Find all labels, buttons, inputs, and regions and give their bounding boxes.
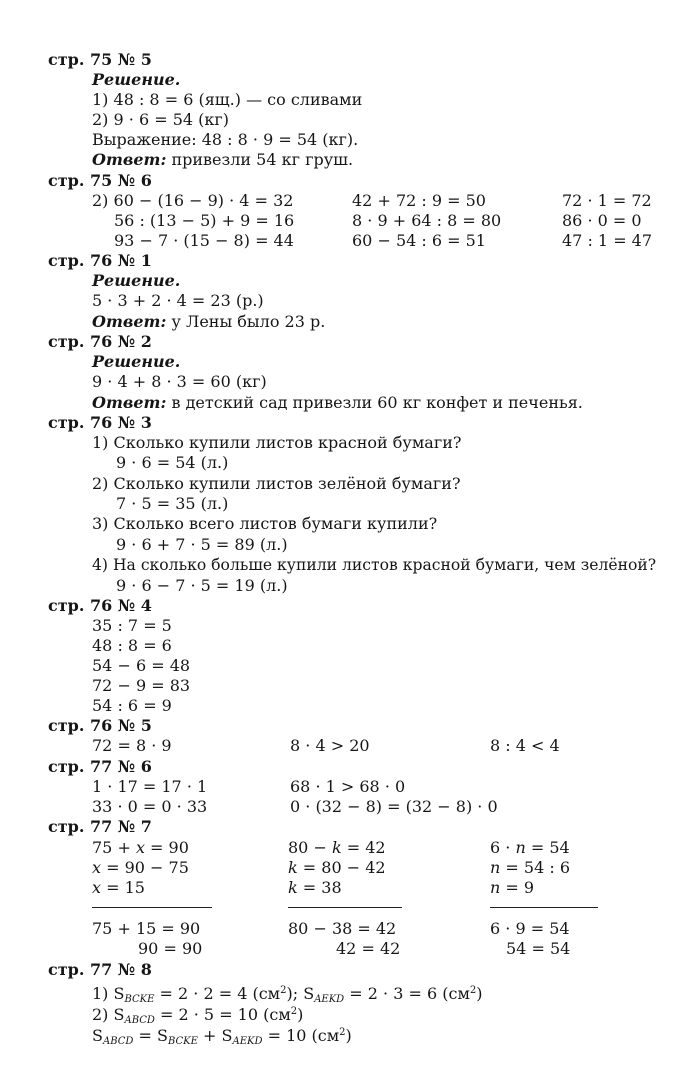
section-header-77-7: стр. 77 № 7	[48, 817, 152, 836]
solution-label: Решение.	[92, 70, 181, 89]
answer-line	[92, 150, 353, 170]
comparison-1: 1 · 17 = 17 · 1	[92, 777, 208, 796]
area-text: = 2 · 3 = 6 (см	[344, 984, 470, 1003]
area-text: 2) S	[92, 1005, 125, 1024]
divider-line	[490, 907, 598, 908]
eq-var: k	[288, 878, 298, 897]
question-3: 3) Сколько всего листов бумаги купили?	[92, 514, 438, 533]
solution-label: Решение.	[92, 352, 181, 371]
eq-text: = 38	[297, 878, 342, 897]
area-subscript: ABCD	[124, 1015, 155, 1026]
list-item: 54 : 6 = 9	[92, 696, 172, 715]
area-text: ); S	[286, 984, 315, 1003]
area-superscript: 2	[290, 1006, 298, 1017]
expr-row1-col3: 72 · 1 = 72	[562, 191, 652, 210]
answer-3: 9 · 6 + 7 · 5 = 89 (л.)	[116, 535, 288, 554]
area-subscript: BCKE	[167, 1036, 198, 1047]
eq-text: = 54	[525, 838, 570, 857]
check-2-line-1: 80 − 38 = 42	[288, 919, 397, 938]
check-3-line-2: 54 = 54	[506, 939, 571, 958]
eq-var: k	[331, 838, 342, 857]
expr-row2-col1: 56 : (13 − 5) + 9 = 16	[114, 211, 295, 230]
divider-line	[288, 907, 402, 908]
eq-var: x	[92, 858, 102, 877]
expr-row3-col2: 60 − 54 : 6 = 51	[352, 231, 486, 250]
solution-label: Решение.	[92, 271, 181, 290]
section-header-76-3: стр. 76 № 3	[48, 413, 152, 432]
section-header-76-5: стр. 76 № 5	[48, 716, 152, 735]
area-text: S	[92, 1026, 103, 1045]
comparison-2: 8 · 4 > 20	[290, 736, 370, 755]
area-text: = 2 · 2 = 4 (см	[154, 984, 281, 1003]
eq-text: = 90	[144, 838, 189, 857]
answer-text: у Лены было 23 р.	[166, 312, 326, 331]
calc-line: 5 · 3 + 2 · 4 = 23 (р.)	[92, 291, 264, 310]
equation-3-line-2	[490, 858, 570, 878]
area-text: 1) S	[92, 984, 125, 1003]
eq-text: = 9	[500, 878, 535, 897]
list-item: 54 − 6 = 48	[92, 656, 191, 675]
eq-text: = 15	[101, 878, 145, 897]
equation-3-line-1	[490, 838, 570, 858]
question-4: 4) На сколько больше купили листов красной бумаги, чем зелёной?	[92, 556, 657, 574]
list-item: 72 − 9 = 83	[92, 676, 191, 695]
area-text: = 10 (см	[262, 1026, 340, 1045]
answer-text: в детский сад привезли 60 кг конфет и печенья.	[166, 393, 583, 412]
check-1-line-1: 75 + 15 = 90	[92, 919, 201, 938]
answer-text: привезли 54 кг груш.	[166, 150, 354, 169]
answer-line	[92, 312, 325, 332]
section-header-76-4: стр. 76 № 4	[48, 596, 152, 615]
eq-var: n	[515, 838, 526, 857]
area-text: + S	[197, 1026, 233, 1045]
check-1-line-2: 90 = 90	[138, 939, 203, 958]
eq-text: 80 −	[288, 838, 332, 857]
section-header-75-6: стр. 75 № 6	[48, 171, 152, 190]
expr-row3-col1: 93 − 7 · (15 − 8) = 44	[114, 231, 294, 250]
expr-row2-col2: 8 · 9 + 64 : 8 = 80	[352, 211, 502, 230]
list-item: 48 : 8 = 6	[92, 636, 172, 655]
equation-2-line-2	[288, 858, 386, 878]
eq-var: x	[92, 878, 102, 897]
equation-1-line-3	[92, 878, 145, 898]
answer-1: 9 · 6 = 54 (л.)	[116, 453, 229, 472]
answer-line	[92, 393, 583, 413]
area-text: )	[345, 1026, 352, 1045]
area-text: )	[476, 984, 483, 1003]
eq-text: = 90 − 75	[101, 858, 189, 877]
comparison-4: 0 · (32 − 8) = (32 − 8) · 0	[290, 797, 498, 816]
area-superscript: 2	[339, 1027, 346, 1038]
answer-label: Ответ:	[92, 150, 167, 169]
comparison-2: 68 · 1 > 68 · 0	[290, 777, 406, 796]
answer-4: 9 · 6 − 7 · 5 = 19 (л.)	[116, 576, 288, 595]
area-subscript: AEKD	[232, 1036, 263, 1047]
expr-row1-col2: 42 + 72 : 9 = 50	[352, 191, 486, 210]
equation-3-line-3	[490, 878, 534, 898]
eq-var: n	[490, 858, 501, 877]
section-header-75-5: стр. 75 № 5	[48, 50, 152, 69]
section-header-76-1: стр. 76 № 1	[48, 251, 152, 270]
area-superscript: 2	[280, 985, 287, 996]
equation-2-line-3	[288, 878, 342, 898]
section-header-77-6: стр. 77 № 6	[48, 757, 152, 776]
expr-row1-col1: 2) 60 − (16 − 9) · 4 = 32	[92, 191, 294, 210]
equation-2-line-1	[288, 838, 386, 858]
equation-1-line-2	[92, 858, 189, 878]
area-superscript: 2	[469, 985, 477, 996]
area-subscript: ABCD	[102, 1036, 134, 1047]
answer-label: Ответ:	[92, 393, 167, 412]
section-header-77-8: стр. 77 № 8	[48, 960, 152, 979]
eq-text: 6 ·	[490, 838, 516, 857]
area-text: = 2 · 5 = 10 (см	[154, 1005, 291, 1024]
comparison-1: 72 = 8 · 9	[92, 736, 172, 755]
list-item: 35 : 7 = 5	[92, 616, 172, 635]
area-line-3	[92, 1023, 352, 1052]
area-text: )	[297, 1005, 304, 1024]
calc-line: 9 · 4 + 8 · 3 = 60 (кг)	[92, 372, 267, 391]
answer-label: Ответ:	[92, 312, 167, 331]
expr-row2-col3: 86 · 0 = 0	[562, 211, 642, 230]
area-text: = S	[133, 1026, 168, 1045]
area-subscript: BCKE	[124, 994, 155, 1005]
expr-row3-col3: 47 : 1 = 47	[562, 231, 653, 250]
comparison-3: 33 · 0 = 0 · 33	[92, 797, 208, 816]
section-header-76-2: стр. 76 № 2	[48, 332, 152, 351]
eq-text: = 54 : 6	[500, 858, 570, 877]
solution-step-1: 1) 48 : 8 = 6 (ящ.) — со сливами	[92, 90, 363, 109]
question-2: 2) Сколько купили листов зелёной бумаги?	[92, 474, 461, 493]
eq-var: k	[288, 858, 298, 877]
answer-2: 7 · 5 = 35 (л.)	[116, 494, 229, 513]
eq-text: 75 +	[92, 838, 136, 857]
question-1: 1) Сколько купили листов красной бумаги?	[92, 433, 462, 452]
eq-var: n	[490, 878, 501, 897]
divider-line	[92, 907, 212, 908]
expression-line: Выражение: 48 : 8 · 9 = 54 (кг).	[92, 130, 359, 149]
eq-text: = 42	[341, 838, 386, 857]
check-3-line-1: 6 · 9 = 54	[490, 919, 570, 938]
solution-step-2: 2) 9 · 6 = 54 (кг)	[92, 110, 230, 129]
eq-text: = 80 − 42	[297, 858, 386, 877]
area-subscript: AEKD	[314, 994, 345, 1005]
comparison-3: 8 : 4 < 4	[490, 736, 560, 755]
check-2-line-2: 42 = 42	[336, 939, 401, 958]
eq-var: x	[135, 838, 145, 857]
equation-1-line-1	[92, 838, 189, 858]
